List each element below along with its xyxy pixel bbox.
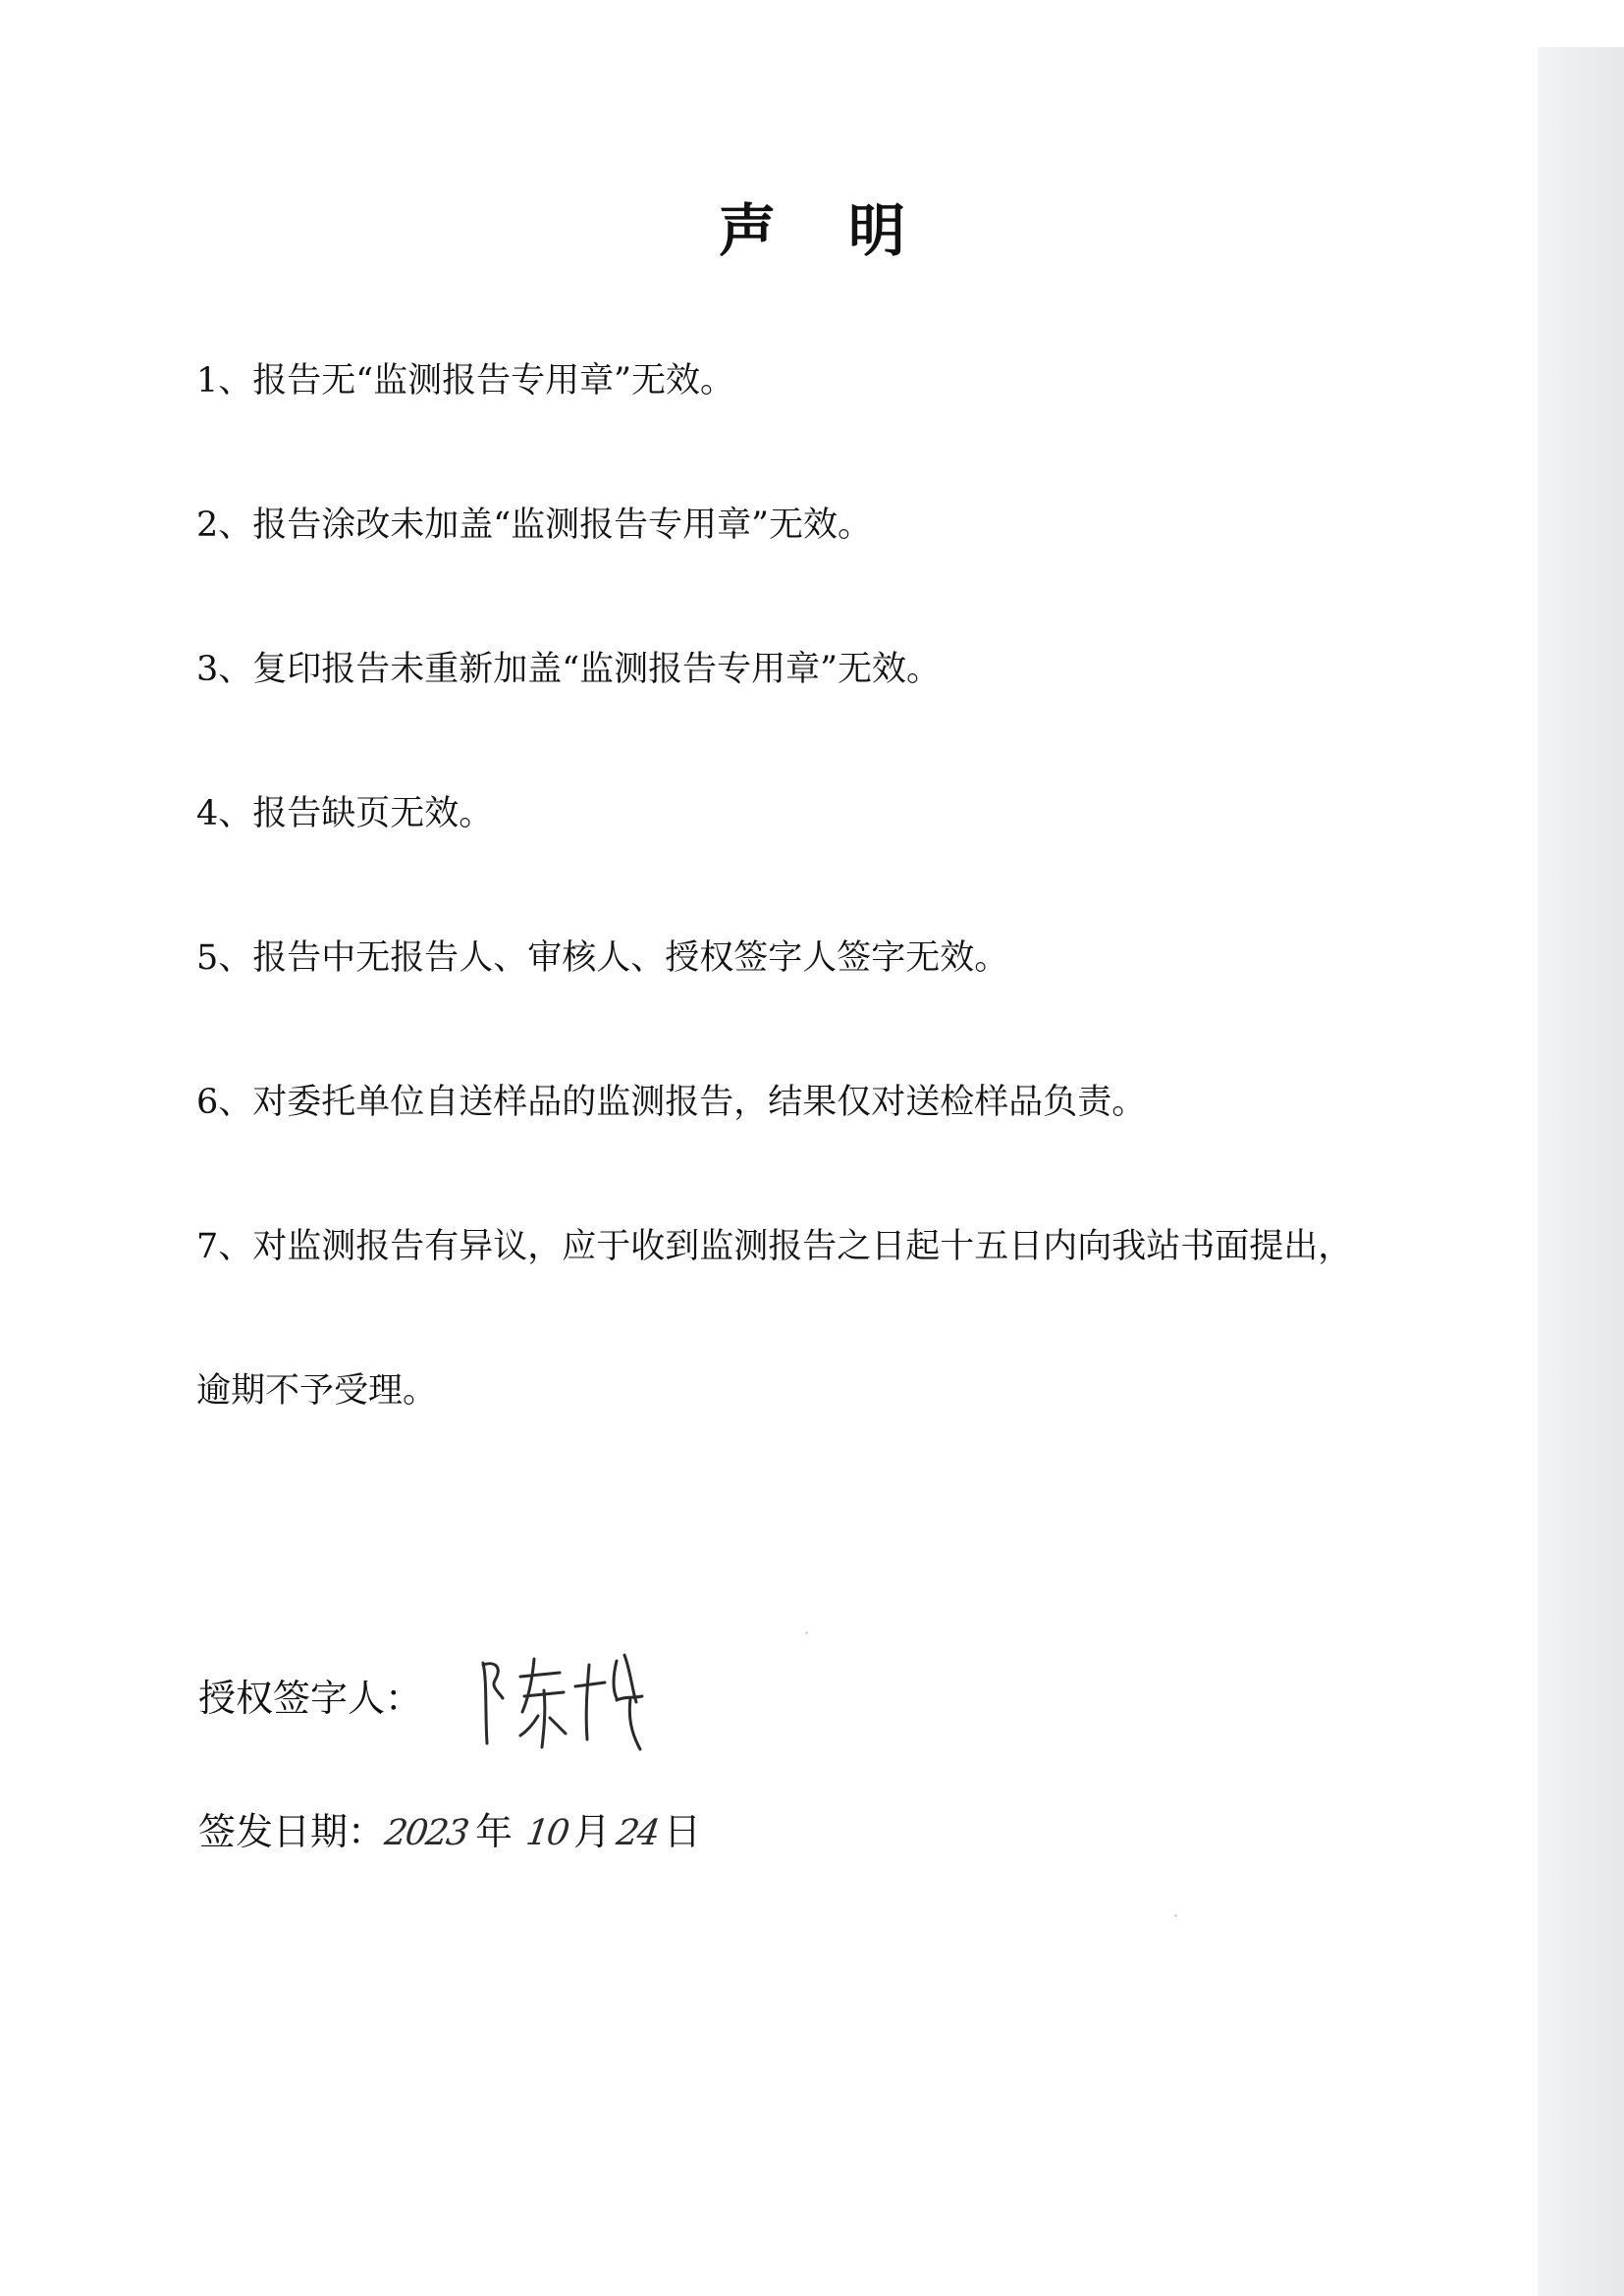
issue-date — [198, 1808, 701, 1857]
title-char-1: 声 — [718, 197, 776, 264]
title-char-2: 明 — [848, 197, 906, 264]
clause-4: 4、报告缺页无效。 — [196, 794, 494, 833]
handwritten-month: 10 — [523, 1813, 570, 1853]
handwritten-signature — [469, 1641, 666, 1759]
signatory-label: 授权签字人： — [198, 1677, 423, 1720]
clause-5: 5、报告中无报告人、审核人、授权签字人签字无效。 — [196, 938, 1009, 978]
handwritten-day: 24 — [614, 1813, 661, 1853]
scan-speck — [805, 1631, 808, 1634]
scan-speck — [1174, 1914, 1177, 1917]
clause-1: 1、报告无“监测报告专用章”无效。 — [196, 361, 735, 400]
clause-2: 2、报告涂改未加盖“监测报告专用章”无效。 — [196, 506, 873, 545]
year-unit: 年 — [475, 1810, 514, 1853]
clause-6: 6、对委托单位自送样品的监测报告，结果仅对送检样品负责。 — [196, 1083, 1147, 1122]
month-unit: 月 — [573, 1810, 612, 1853]
issue-date-label: 签发日期： — [198, 1810, 386, 1853]
clause-7-continuation: 逾期不予受理。 — [196, 1371, 438, 1411]
handwritten-year: 2023 — [382, 1813, 470, 1853]
day-unit: 日 — [664, 1810, 702, 1853]
clause-7: 7、对监测报告有异议，应于收到监测报告之日起十五日内向我站书面提出， — [196, 1227, 1353, 1266]
clause-3: 3、复印报告未重新加盖“监测报告专用章”无效。 — [196, 650, 942, 689]
page-title — [0, 185, 1624, 267]
scan-edge-shadow — [1538, 47, 1624, 2296]
